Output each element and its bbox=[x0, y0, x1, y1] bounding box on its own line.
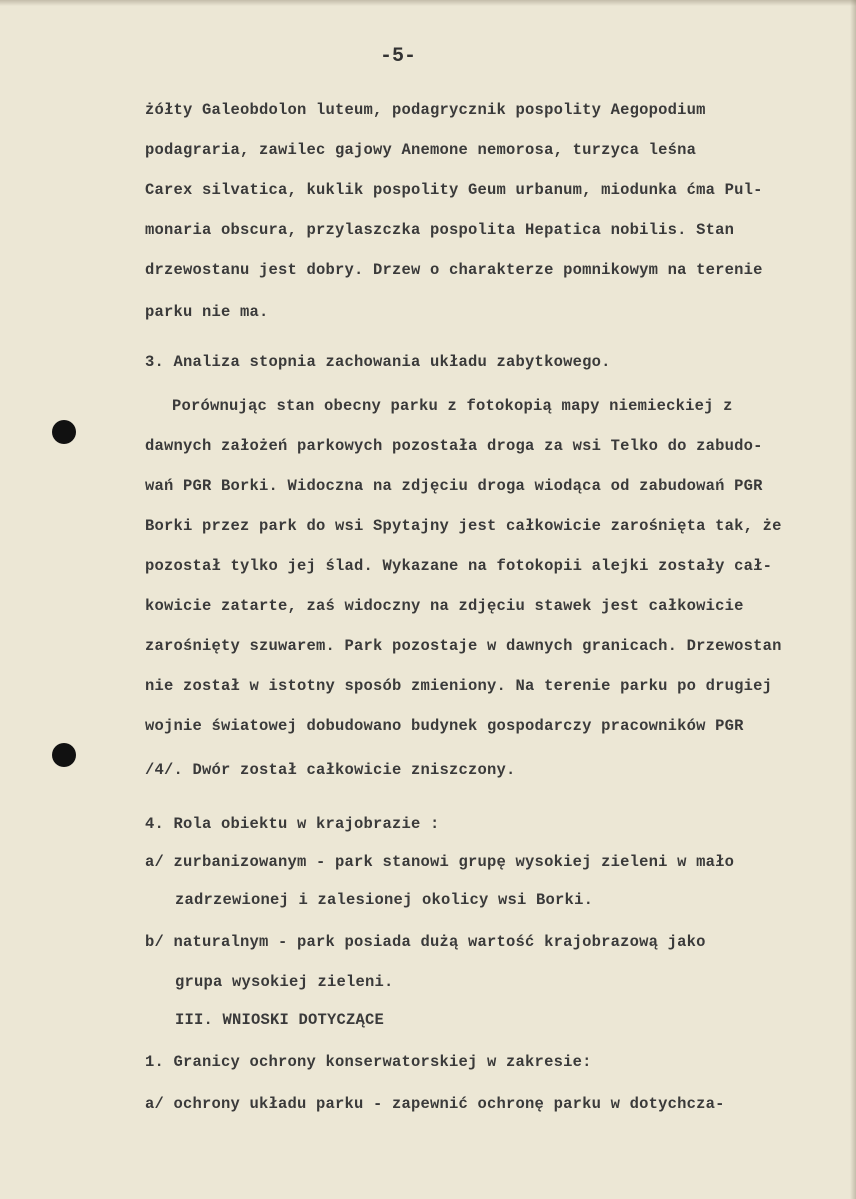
text-line: wojnie światowej dobudowano budynek gospodarczy pracowników PGR bbox=[145, 717, 744, 735]
list-item: b/ naturalnym - park posiada dużą wartość krajobrazową jako bbox=[145, 933, 706, 951]
page-number: -5- bbox=[380, 45, 417, 68]
scan-top-edge bbox=[0, 0, 856, 6]
text-line: dawnych założeń parkowych pozostała droga za wsi Telko do zabudo- bbox=[145, 437, 763, 455]
text-line: nie został w istotny sposób zmieniony. Na terenie parku po drugiej bbox=[145, 677, 773, 695]
text-line: zarośnięty szuwarem. Park pozostaje w dawnych granicach. Drzewostan bbox=[145, 637, 782, 655]
list-item-continuation: zadrzewionej i zalesionej okolicy wsi Borki. bbox=[175, 891, 594, 909]
text-line: Porównując stan obecny parku z fotokopią mapy niemieckiej z bbox=[172, 397, 733, 415]
punch-hole-top bbox=[52, 420, 76, 444]
punch-hole-bottom bbox=[52, 743, 76, 767]
text-line: pozostał tylko jej ślad. Wykazane na fotokopii aleјki zostały cał- bbox=[145, 557, 773, 575]
text-line: /4/. Dwór został całkowicie zniszczony. bbox=[145, 761, 516, 779]
section-heading: 3. Analiza stopnia zachowania układu zabytkowego. bbox=[145, 353, 611, 371]
text-line: drzewostanu jest dobry. Drzew o charakterze pomnikowym na terenie bbox=[145, 261, 763, 279]
list-item: a/ zurbanizowanym - park stanowi grupę wysokiej zieleni w mało bbox=[145, 853, 735, 871]
chapter-heading: III. WNIOSKI DOTYCZĄCE bbox=[175, 1011, 385, 1029]
text-line: parku nie ma. bbox=[145, 303, 269, 321]
list-item: a/ ochrony układu parku - zapewnić ochronę parku w dotychcza- bbox=[145, 1095, 725, 1113]
list-item-continuation: grupa wysokiej zieleni. bbox=[175, 973, 394, 991]
text-line: podagraria, zawilec gajowy Anemone nemorosa, turzyca leśna bbox=[145, 141, 697, 159]
text-line: monaria obscura, przylaszczka pospolita Hepatica nobilis. Stan bbox=[145, 221, 735, 239]
list-item: 1. Granicy ochrony konserwatorskiej w zakresie: bbox=[145, 1053, 592, 1071]
text-line: żółty Galeobdolon luteum, podagrycznik pospolity Aegopodium bbox=[145, 101, 706, 119]
text-line: Carex silvatica, kuklik pospolity Geum urbanum, miodunka ćma Pul- bbox=[145, 181, 763, 199]
text-line: wań PGR Borki. Widoczna na zdjęciu droga wiodąca od zabudowań PGR bbox=[145, 477, 763, 495]
section-heading: 4. Rola obiektu w krajobrazie : bbox=[145, 815, 440, 833]
text-line: Borki przez park do wsi Spytajny jest całkowicie zarośnięta tak, że bbox=[145, 517, 782, 535]
scan-right-edge bbox=[850, 0, 856, 1199]
text-line: kowicie zatarte, zaś widoczny na zdjęciu stawek jest całkowicie bbox=[145, 597, 744, 615]
